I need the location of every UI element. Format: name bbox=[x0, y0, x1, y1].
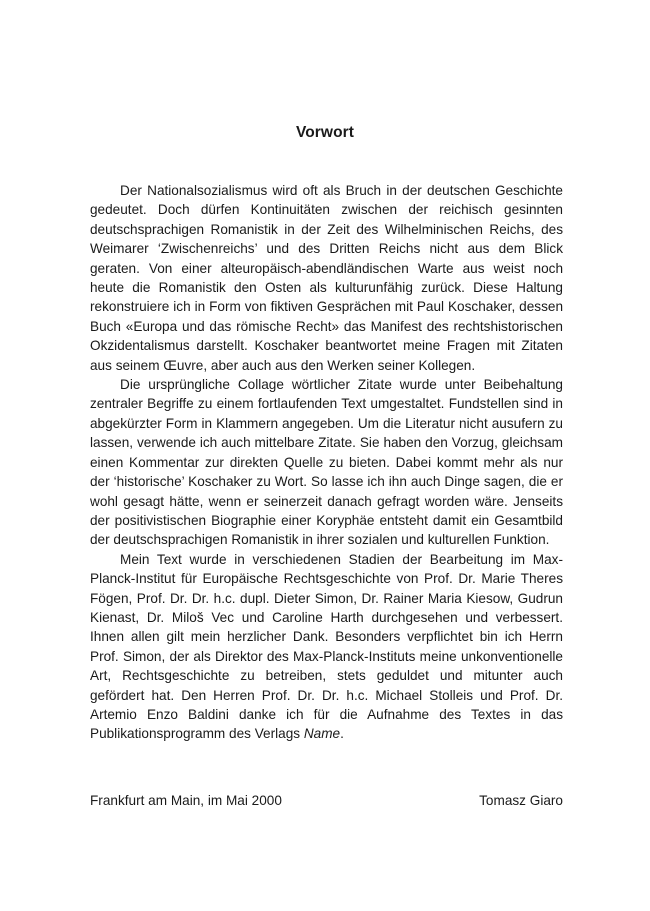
paragraph-3-end: . bbox=[340, 726, 344, 742]
signature-line bbox=[90, 793, 563, 808]
page-title: Vorwort bbox=[295, 124, 355, 141]
paragraph-1: Der Nationalsozialismus wird oft als Bruch in der deutschen Geschichte gedeutet. Doch dürfen Kontinuitäten zwischen der reichisch gesinnten deutschsprachigen Romanistik in der Zeit des Wilhelminischen Reichs, des Weimarer ‘Zwischenreichs’ und des Dritten Reichs nicht aus dem Blick geraten. Von einer alteuropäisch-abendländischen Warte aus weist noch heute die Romanistik den Osten als kulturunfähig zurück. Diese Haltung rekonstruiere ich in Form von fiktiven Gesprächen mit Paul Koschaker, dessen Buch «Europa und das römische Recht» das Manifest des rechtshistorischen Okzidentalismus darstellt. Koschaker beantwortet meine Fragen mit Zitaten aus seinem Œuvre, aber auch aus den Werken seiner Kollegen. bbox=[90, 183, 563, 373]
place-date: Frankfurt am Main, im Mai 2000 bbox=[90, 793, 282, 808]
paragraph-2: Die ursprüngliche Collage wörtlicher Zitate wurde unter Beibehaltung zentraler Begriffe zu einem fortlaufenden Text umgestaltet. Fundstellen sind in abgekürzter Form in Klammern angegeben. Um die Literatur nicht ausufern zu lassen, verwende ich auch mittelbare Zitate. Sie haben den Vorzug, gleichsam einen Kommentar zur direkten Quelle zu bieten. Dabei kommt mehr als nur der ‘historische’ Koschaker zu Wort. So lasse ich ihn auch Dinge sagen, die er wohl gesagt hätte, wenn er seinerzeit danach gefragt worden wäre. Jenseits der positivistischen Biographie einer Koryphäe entsteht damit ein Gesamtbild der deutschsprachigen Romanistik in ihrer sozialen und kulturellen Funktion. bbox=[90, 377, 563, 548]
preface-body bbox=[90, 181, 563, 744]
author-name: Tomasz Giaro bbox=[479, 793, 563, 808]
paragraph-3-text: Mein Text wurde in verschiedenen Stadien der Bearbeitung im Max-Planck-Institut für Europäische Rechtsgeschichte von Prof. Dr. Marie Theres Fögen, Prof. Dr. Dr. h.c. dupl. Dieter Simon, Dr. Rainer Maria Kiesow, Gudrun Kienast, Dr. Miloš Vec und Caroline Harth durchgesehen und verbessert. Ihnen allen gilt mein herzlicher Dank. Besonders verpflichtet bin ich Herrn Prof. Simon, der als Direktor des Max-Planck-Instituts meine unkonventionelle Art, Rechtsgeschichte zu betreiben, stets geduldet und mitunter auch gefördert hat. Den Herren Prof. Dr. Dr. h.c. Michael Stolleis und Prof. Dr. Artemio Enzo Baldini danke ich für die Aufnahme des Textes in das Publikationsprogramm des Verlags bbox=[90, 551, 563, 742]
publisher-name: Name bbox=[303, 726, 341, 742]
paragraph-3 bbox=[90, 550, 563, 744]
